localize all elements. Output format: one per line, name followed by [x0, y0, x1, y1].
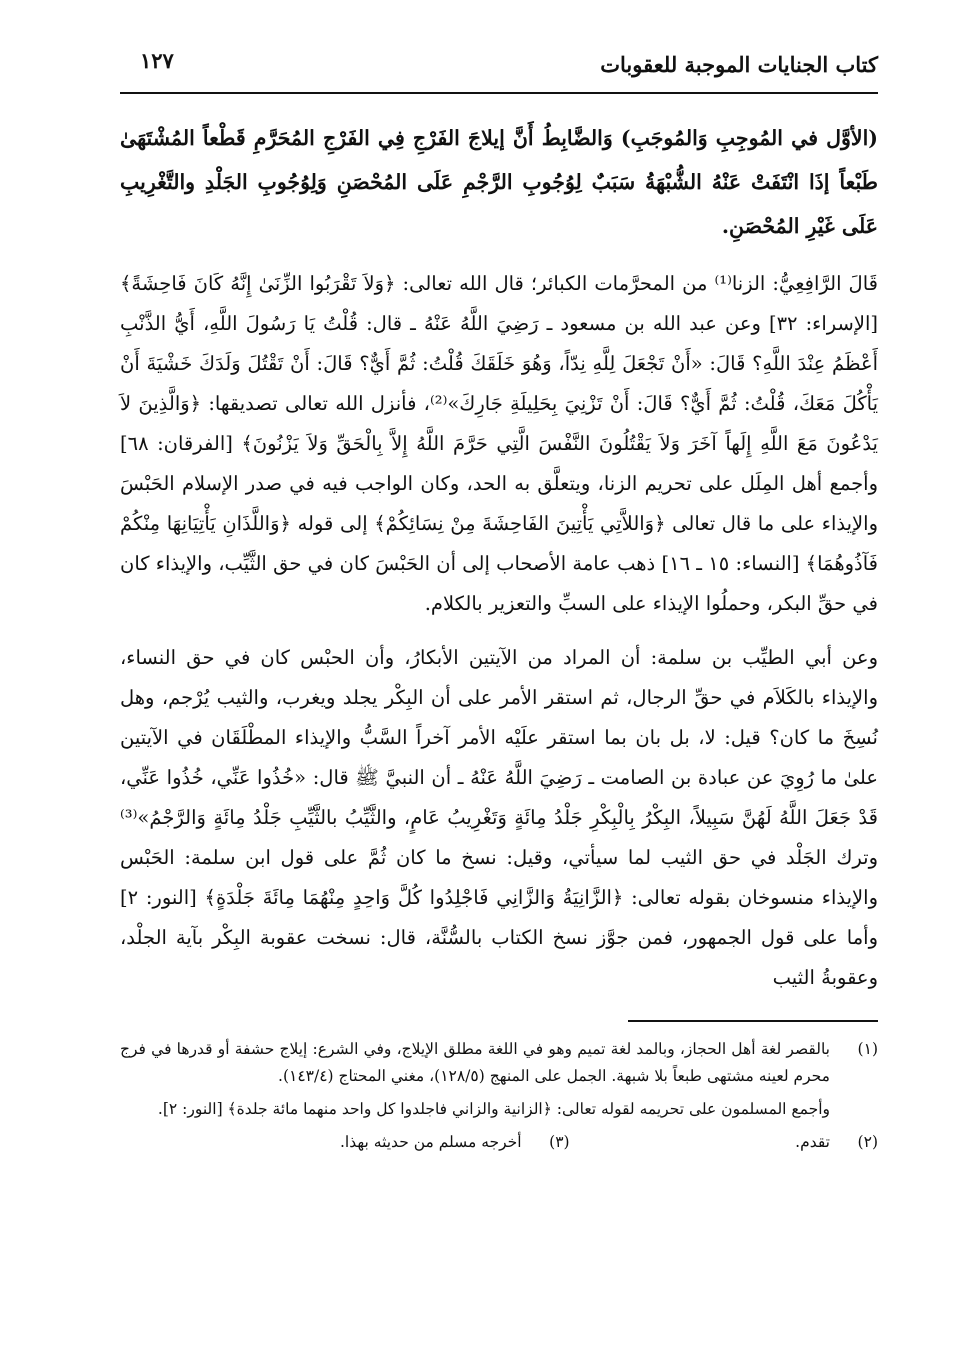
page-number: ١٢٧ [140, 48, 174, 73]
footnote-number: (١) [857, 1040, 878, 1058]
footnote-3 [340, 1129, 570, 1156]
footnote-separator [628, 1020, 878, 1022]
footnote-2 [795, 1129, 878, 1156]
footnote-1-continued [120, 1096, 878, 1123]
footnote-1 [120, 1036, 878, 1090]
sharh-paragraph-2: وعن أبي الطيِّب بن سلمة: أن المراد من الآيتين الأبكارُ، وأن الحبْس كان في حق النساء، والإيذاء بالكَلاَم في حقِّ الرجال، ثم استقر الأمر على أن البِكْر يجلد ويغرب، والثيب يُرْجم، وهل نُسِخَ ما كان؟ قيل: لا، بل بان بما استقر علَيْه الأمر آخراً السَّبُّ والإيذاء المطْلَقَان في الآيتين علىٰ ما رُوِيَ عن عبادة بن الصامت ـ رَضِيَ اللَّهُ عَنْهُ ـ أن النبيَّ ﷺ قال: «خُذُوا عَنِّي، خُذُوا عَنِّي، قَدْ جَعَلَ اللَّهُ لَهُنَّ سَبِيلاً، البِكْرُ بِالْبِكْرِ جَلْدُ مِائَةٍ وَتَغْرِيبُ عَامٍ، والثَّيِّبُ بالثَّيِّبِ جَلْدُ مِائَةٍ وَالرَّجْمُ»⁽³⁾ وترك الجَلْد في حق الثيب لما سيأتي، وقيل: نسخ ما كان ثُمَّ على قول ابن سلمة: الحَبْس والإيذاء منسوخان بقوله تعالى: ﴿الزَّانِيَةُ وَالزَّانِي فَاجْلِدُوا كُلَّ وَاحِدٍ مِنْهُمَا مِائَةَ جَلْدَةٍ﴾ [النور: ٢] وأما على قول الجمهور، فمن جوَّز نسخ الكتاب بالسُّنَّة، قال: نسخت عقوبة البِكْر بآية الجلْد، وعقوبةُ الثيب [120, 646, 878, 989]
page-header [120, 40, 878, 94]
footnote-number: (٢) [857, 1133, 878, 1151]
footnote-text: بالقصر لغة أهل الحجاز، وبالمد لغة تميم وهو في اللغة مطلق الإيلاج، وفي الشرع: إيلاج حشفة أو قدرها في فرج محرم لعينه مشتهى طبعاً بلا شبهة. الجمل على المنهج (١٢٨/٥)، مغني المحتاج (١٤٣/٤). [120, 1040, 830, 1085]
footnote-row [120, 1129, 878, 1162]
footnote-text: تقدم. [795, 1133, 830, 1151]
footnotes [120, 1036, 878, 1162]
footnote-number: (٣) [549, 1133, 570, 1151]
footnote-text: وأجمع المسلمون على تحريمه لقوله تعالى: ﴿الزانية والزاني فاجلدوا كل واحد منهما مائة جلدة﴾ [النور: ٢]. [157, 1100, 830, 1118]
footnote-text: أخرجه مسلم من حديثه بهذا. [340, 1133, 522, 1151]
footnote-number [830, 1096, 878, 1123]
main-text [120, 116, 878, 998]
matn-paragraph: (الأوَّل في المُوجِبِ وَالمُوجَبِ) وَالضَّابِطُ أَنَّ إيلاجَ الفَرْجِ فِي الفَرْجِ المُحَرَّمِ قَطْعاً المُشْتَهَىٰ طَبْعاً إذَا انْتَفَتْ عَنْهُ الشُّبْهَةُ سَبَبٌ لِوُجُوبِ الرَّجْمِ عَلَى المُحْصَنِ وَلِوُجُوبِ الجَلْدِ والتَّغْرِيبِ عَلَى غَيْرِ المُحْصَنِ. [120, 126, 878, 238]
sharh-paragraph-1: قَالَ الرَّافِعِيُّ: الزنا⁽¹⁾ من المحرَّمات الكبائر؛ قال الله تعالى: ﴿وَلاَ تَقْرَبُوا الزِّنَىٰ إِنَّهُ كَانَ فَاحِشَةً﴾ [الإسراء: ٣٢] وعن عبد الله بن مسعود ـ رَضِيَ اللَّهُ عَنْهُ ـ قال: قُلْتُ يَا رَسُولَ اللَّهِ، أَيُّ الذَّنْبِ أَعْظَمُ عِنْدَ اللَّهِ؟ قَالَ: «أَنْ تَجْعَلَ لِلَّهِ نِدّاً، وَهُوَ خَلَقَكَ قُلْتُ: ثُمَّ أَيٌّ؟ قَالَ: أَنْ تَقْتُلَ وَلَدَكَ خَشْيَةَ أَنْ يَأْكُلَ مَعَكَ، قُلْتُ: ثُمَّ أَيٌّ؟ قَالَ: أَنْ تَزْنِيَ بِحَلِيلَةِ جَارِكَ»⁽²⁾، فأنزل الله تعالى تصديقها: ﴿وَالَّذِينَ لاَ يَدْعُونَ مَعَ اللَّهِ إِلَهاً آخَرَ وَلاَ يَقْتُلُونَ النَّفْسَ الَّتِي حَرَّمَ اللَّهُ إِلاَّ بِالْحَقِّ وَلاَ يَزْنُونَ﴾ [الفرقان: ٦٨] وأجمع أهل المِلَل على تحريم الزنا، ويتعلَّق به الحد، وكان الواجب فيه في صدر الإسلام الحَبْسَ والإيذاء على ما قال تعالى ﴿وَاللاَّتِي يَأْتِينَ الفَاحِشَةَ مِنْ نِسَائِكُمْ﴾ إلى قوله ﴿وَاللَّذَانِ يَأْتِيَانِهَا مِنْكُمْ فَآذُوهُمَا﴾ [النساء: ١٥ ـ ١٦] ذهب عامة الأصحاب إلى أن الحَبْسَ كان في حق الثَّيِّب، والإيذاء كان في حقِّ البكر، وحملُوا الإيذاء على السبِّ والتعزير بالكلام. [120, 272, 879, 615]
running-title: كتاب الجنايات الموجبة للعقوبات [600, 52, 878, 77]
